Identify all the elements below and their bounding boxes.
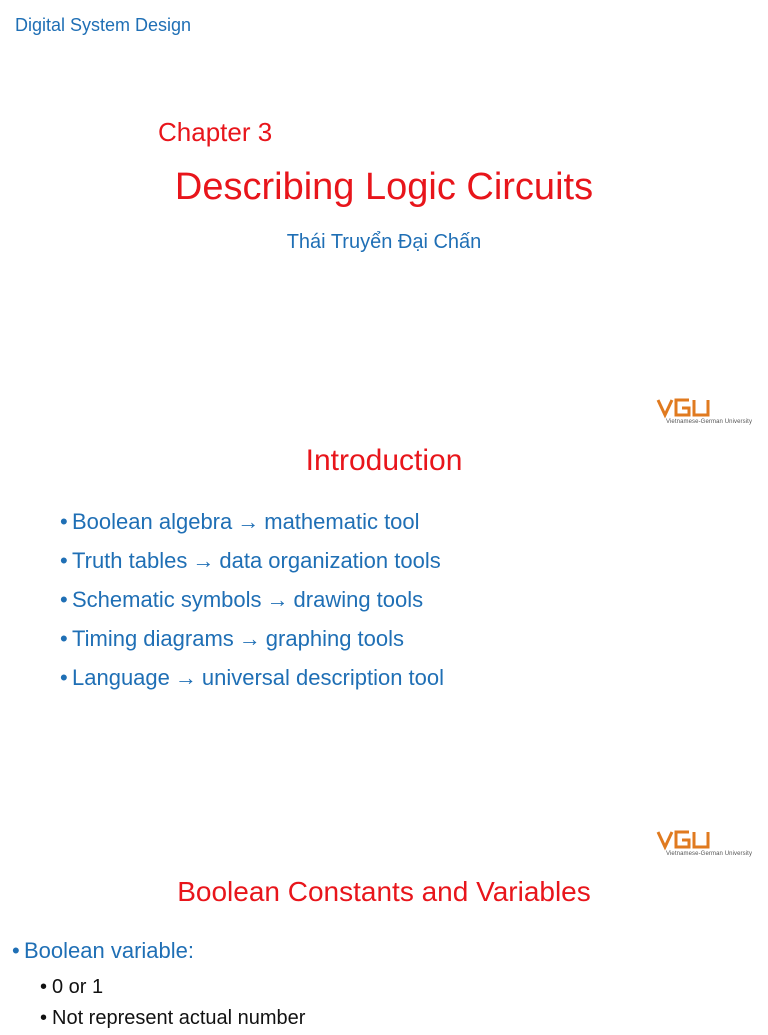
item-description: universal description tool <box>201 665 445 690</box>
bullet-heading <box>12 938 194 964</box>
bullet-icon: • <box>60 665 68 690</box>
item-description: mathematic tool <box>264 509 420 534</box>
bullet-icon: • <box>60 626 68 651</box>
item-description: graphing tools <box>265 626 405 651</box>
slide-title: Describing Logic Circuits <box>174 166 594 208</box>
item-term: Boolean algebra <box>72 509 233 534</box>
vgu-logo <box>656 397 768 429</box>
course-title: Digital System Design <box>15 15 192 35</box>
vgu-logo <box>656 829 768 861</box>
list-item <box>40 973 305 1004</box>
arrow-icon: → <box>192 548 215 573</box>
slide-title: Introduction <box>305 444 463 477</box>
chapter-label: Chapter 3 <box>158 117 273 147</box>
item-description: drawing tools <box>293 587 424 612</box>
arrow-icon: → <box>237 509 260 534</box>
bullet-icon: • <box>60 509 68 534</box>
bullet-icon: • <box>40 1007 48 1029</box>
author-name: Thái Truyển Đại Chấn <box>286 231 482 253</box>
list-item <box>60 505 444 544</box>
item-term: Truth tables <box>72 548 188 573</box>
list-item <box>40 1004 305 1035</box>
list-item <box>60 661 444 700</box>
slide-title: Boolean Constants and Variables <box>177 876 591 907</box>
list-item <box>60 622 444 661</box>
bullet-icon: • <box>12 938 20 963</box>
bullet-icon: • <box>60 548 68 573</box>
list-item <box>60 544 444 583</box>
item-term: Schematic symbols <box>72 587 262 612</box>
heading-text: Boolean variable: <box>24 938 195 963</box>
item-term: Language <box>72 665 170 690</box>
logo-caption: Vietnamese-German University <box>666 851 753 857</box>
item-description: data organization tools <box>219 548 441 573</box>
list-item <box>60 583 444 622</box>
sub-bullet-list <box>40 973 305 1035</box>
arrow-icon: → <box>266 587 289 612</box>
item-term: Timing diagrams <box>72 626 234 651</box>
item-text: Not represent actual number <box>52 1007 306 1029</box>
arrow-icon: → <box>238 626 261 651</box>
bullet-icon: • <box>40 976 48 998</box>
logo-caption: Vietnamese-German University <box>666 419 753 425</box>
item-text: 0 or 1 <box>52 976 104 998</box>
bullet-icon: • <box>60 587 68 612</box>
bullet-list <box>60 505 444 700</box>
arrow-icon: → <box>174 665 197 690</box>
